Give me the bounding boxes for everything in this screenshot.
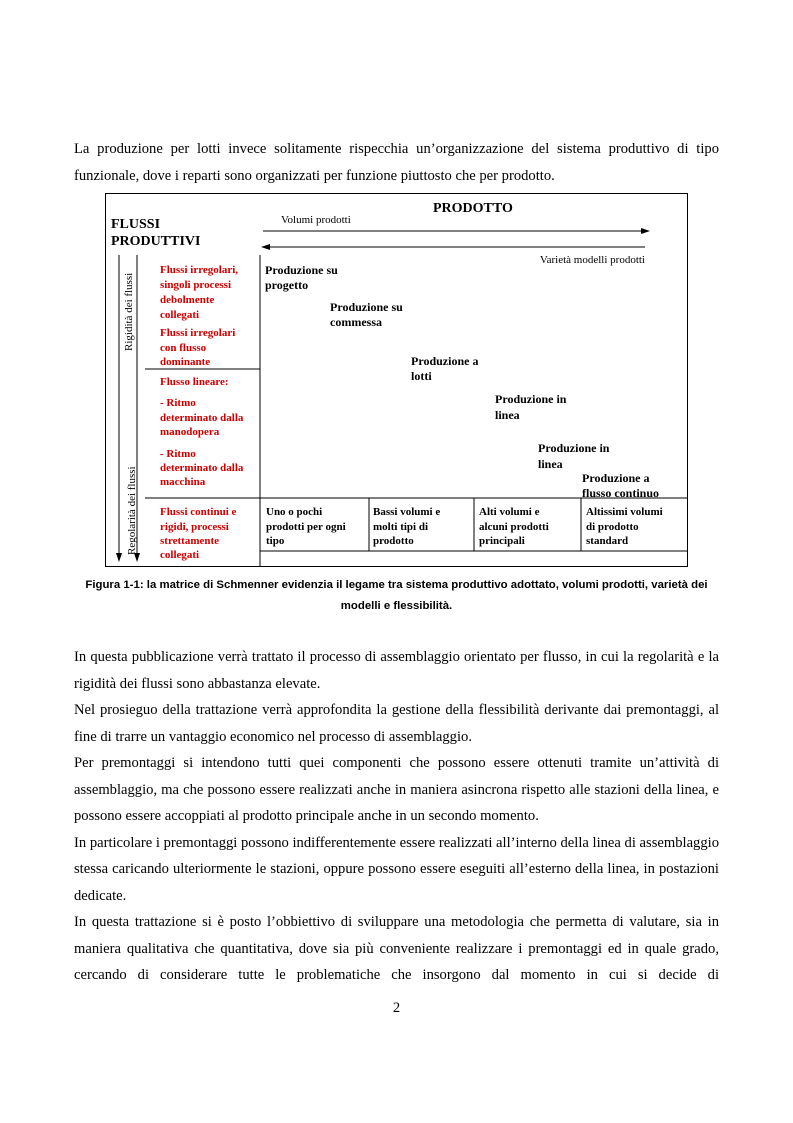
figure-text-line: linea xyxy=(538,457,563,471)
figure-text-line: molti tipi di xyxy=(373,521,429,533)
figure-text-line: prodotti per ogni xyxy=(266,521,346,533)
figure-text-line: macchina xyxy=(160,476,206,488)
body-paragraph-5: In questa trattazione si è posto l’obbiettivo di sviluppare una metodologia che permetta di valutare, sia in maniera qualitativa che quantitativa, dove sia più conveniente realizzare i premontaggi ed in quale grado, cercando di considerare tutte le problematiche che insorgono dal momento in cui si decide di xyxy=(74,914,719,983)
figure-text-line: commessa xyxy=(330,315,382,329)
figure-text-line: con flusso xyxy=(160,342,207,354)
figure-text-line: Flussi irregolari, xyxy=(160,264,239,276)
variety-arrowhead xyxy=(261,244,270,250)
figure-text-line: principali xyxy=(479,535,525,547)
flow-type-6 xyxy=(160,506,237,561)
figure-text-line: Produzione su xyxy=(330,300,403,314)
figure-text-line: Bassi volumi e xyxy=(373,506,441,518)
flow-type-4 xyxy=(160,397,244,438)
production-type-5 xyxy=(538,441,610,471)
variety-arrow-label: Varietà modelli prodotti xyxy=(539,254,645,266)
product-column-4 xyxy=(586,506,663,547)
production-type-4 xyxy=(495,392,567,422)
figure-text-line: progetto xyxy=(265,278,309,292)
rigidity-axis-arrowhead xyxy=(116,553,122,562)
rigidity-axis-label: Rigidità dei flussi xyxy=(123,272,135,351)
figure-text-line: collegati xyxy=(160,549,200,561)
figure-text-line: strettamente xyxy=(160,535,220,547)
figure-text-line: manodopera xyxy=(160,426,220,438)
figure-text-line: Produzione in xyxy=(538,441,610,455)
figure-text-line: Flusso lineare: xyxy=(160,376,229,388)
figure-text-line: Uno o pochi xyxy=(266,506,323,518)
body-paragraph-1: In questa pubblicazione verrà trattato il processo di assemblaggio orientato per flusso, in cui la regolarità e la rigidità dei flussi sono abbastanza elevate. xyxy=(74,649,719,692)
caption-line-2: modelli e flessibilità. xyxy=(340,600,453,612)
prodotto-title: PRODOTTO xyxy=(433,201,513,216)
regularity-axis-label: Regolarità dei flussi xyxy=(126,466,138,555)
product-column-1 xyxy=(266,506,346,547)
volumes-arrow-label: Volumi prodotti xyxy=(281,214,351,226)
figure-text-line: Altissimi volumi xyxy=(586,506,663,518)
flussi-title-line2: PRODUTTIVI xyxy=(111,234,201,249)
flow-type-3 xyxy=(160,376,229,388)
flow-type-5 xyxy=(160,448,244,488)
product-column-2 xyxy=(373,506,440,547)
figure-text-line: singoli processi xyxy=(160,279,232,291)
body-paragraph-3: Per premontaggi si intendono tutti quei componenti che possono essere ottenuti tramite un’attività di assemblaggio, ma che possono essere realizzati anche in maniera asincrona rispetto alle stazioni della linea, e possono essere accoppiati al prodotto principale anche in un secondo momento. xyxy=(74,755,719,824)
figure-text-line: flusso continuo xyxy=(582,486,660,500)
production-type-6 xyxy=(582,471,659,500)
figure-text-line: Flussi irregolari xyxy=(160,327,236,339)
figure-text-line: Produzione a xyxy=(582,471,650,485)
figure-caption xyxy=(74,575,719,617)
figure-text-line: - Ritmo xyxy=(160,448,196,460)
figure-text-line: prodotto xyxy=(373,535,414,547)
figure-text-line: debolmente xyxy=(160,294,215,306)
figure-text-line: rigidi, processi xyxy=(160,521,229,533)
figure-text-line: - Ritmo xyxy=(160,397,196,409)
page-number: 2 xyxy=(392,1000,401,1016)
figure-text-line: alcuni prodotti xyxy=(479,521,549,533)
body-text xyxy=(74,644,719,989)
figure-text-line: lotti xyxy=(411,369,432,383)
figure-text-line: di prodotto xyxy=(586,521,639,533)
figure-text-line: Produzione su xyxy=(265,263,338,277)
figure-text-line: determinato dalla xyxy=(160,462,244,474)
product-column-3 xyxy=(479,506,549,547)
flow-type-2 xyxy=(160,327,235,368)
production-type-3 xyxy=(411,354,478,383)
figure-text-line: determinato dalla xyxy=(160,412,244,424)
volumes-arrowhead xyxy=(641,228,650,234)
flow-type-1 xyxy=(160,264,238,321)
caption-line-1: Figura 1-1: la matrice di Schmenner evidenzia il legame tra sistema produttivo adottato, volumi prodotti, varietà dei xyxy=(85,579,708,591)
schmenner-matrix-figure xyxy=(105,193,688,567)
intro-paragraph: La produzione per lotti invece solitamente rispecchia un’organizzazione del sistema produttivo di tipo funzionale, dove i reparti sono organizzati per funzione piuttosto che per prodotto. xyxy=(74,141,719,184)
production-type-2 xyxy=(330,300,403,329)
figure-text-line: collegati xyxy=(160,309,200,321)
flussi-title-line1: FLUSSI xyxy=(111,217,161,232)
figure-text-line: tipo xyxy=(266,535,285,547)
body-paragraph-2: Nel prosieguo della trattazione verrà approfondita la gestione della flessibilità derivante dai premontaggi, al fine di trarre un vantaggio economico nel processo di assemblaggio. xyxy=(74,702,719,745)
figure-text-line: Produzione in xyxy=(495,392,567,406)
figure-text-line: Produzione a xyxy=(411,354,479,368)
figure-text-line: Alti volumi e xyxy=(479,506,540,518)
figure-text-line: Flussi continui e xyxy=(160,506,237,518)
body-paragraph-4: In particolare i premontaggi possono indifferentemente essere realizzati all’interno della linea di assemblaggio stessa caricando ulteriormente le stazioni, oppure possono essere eseguiti all’esterno della linea, in postazioni dedicate. xyxy=(74,834,719,904)
figure-text-line: standard xyxy=(586,535,629,547)
production-type-1 xyxy=(265,263,338,292)
figure-text-line: dominante xyxy=(160,356,211,368)
figure-text-line: linea xyxy=(495,408,520,422)
